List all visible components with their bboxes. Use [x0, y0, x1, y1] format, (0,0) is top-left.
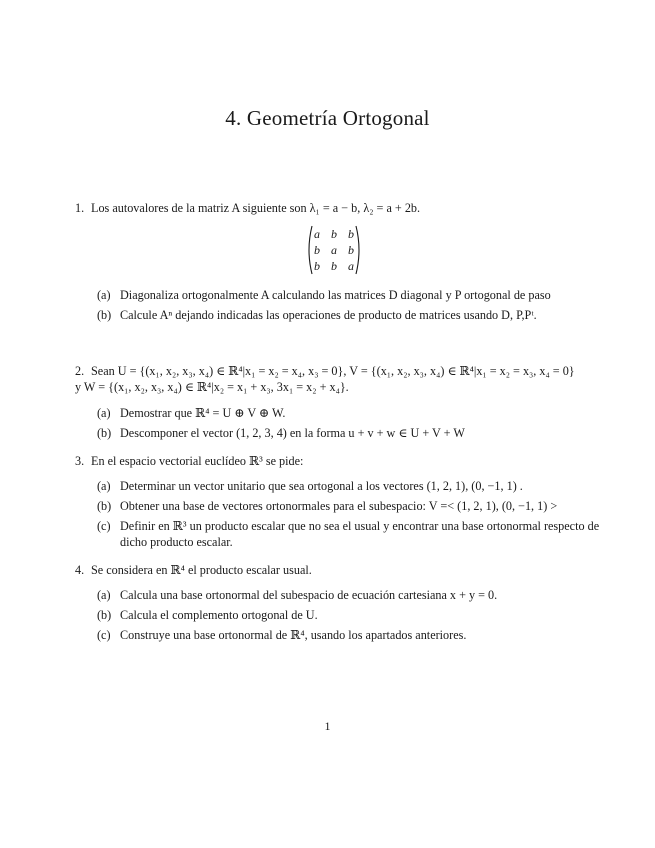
subitem — [97, 478, 607, 494]
subitem — [97, 307, 607, 323]
subitem-label: (c) — [97, 628, 111, 642]
problem-2 — [75, 363, 583, 395]
matrix-cell: b — [331, 227, 337, 241]
problem-number: 3. — [75, 454, 85, 468]
problem-text: Se considera en ℝ⁴ el producto escalar usual. — [91, 563, 312, 577]
subitem-text: Calcule Aⁿ dejando indicadas las operaciones de producto de matrices usando D, P,Pᵗ. — [120, 308, 537, 322]
subitem-text: Definir en ℝ³ un producto escalar que no sea el usual y encontrar una base ortonormal respecto de dicho producto escalar. — [120, 519, 600, 549]
problem-1 — [75, 200, 580, 216]
matrix-cell: a — [314, 227, 320, 241]
subitem-text: Obtener una base de vectores ortonormales para el subespacio: V =< (1, 2, 1), (0, −1, 1) > — [120, 499, 558, 513]
subitem — [97, 518, 607, 550]
subitem-text: Descomponer el vector (1, 2, 3, 4) en la forma u + v + w ∈ U + V + W — [120, 426, 465, 440]
problem-text: Sean U = {(x₁, x₂, x₃, x₄) ∈ ℝ⁴|x₁ = x₂ = x₄, x₃ = 0}, V = {(x₁, x₂, x₃, x₄) ∈ ℝ⁴|x₁ = x₂ = x₃, x₄ = 0} y W = {(x₁, x₂, x₃, x₄) ∈ ℝ⁴|x₂ = x₁ + x₃, 3x₁ = x₂ + x₄}. — [75, 364, 575, 394]
subitem-label: (a) — [97, 288, 111, 302]
subitem — [97, 405, 607, 421]
subitem-text: Calcula el complemento ortogonal de U. — [120, 608, 318, 622]
subitem-text: Diagonaliza ortogonalmente A calculando las matrices D diagonal y P ortogonal de paso — [120, 288, 551, 302]
page-title: 4. Geometría Ortogonal — [225, 106, 430, 130]
problem-number: 1. — [75, 201, 85, 215]
matrix-cell: a — [331, 243, 337, 257]
subitem — [97, 607, 607, 623]
matrix-cell: b — [314, 243, 320, 257]
subitem-text: Construye una base ortonormal de ℝ⁴, usando los apartados anteriores. — [120, 628, 467, 642]
subitem — [97, 498, 607, 514]
problem-1-subitems — [97, 287, 607, 327]
subitem-label: (b) — [97, 426, 112, 440]
page-number: 1 — [324, 719, 331, 733]
subitem — [97, 287, 607, 303]
matrix-cell: a — [348, 259, 354, 273]
problem-text: Los autovalores de la matriz A siguiente son λ₁ = a − b, λ₂ = a + 2b. — [91, 201, 421, 215]
matrix-cell: b — [348, 243, 354, 257]
subitem — [97, 425, 607, 441]
problem-number: 4. — [75, 563, 85, 577]
subitem — [97, 627, 607, 643]
matrix-cell: b — [331, 259, 337, 273]
problem-4 — [75, 562, 580, 578]
subitem-text: Calcula una base ortonormal del subespacio de ecuación cartesiana x + y = 0. — [120, 588, 498, 602]
subitem-label: (b) — [97, 608, 112, 622]
problem-number: 2. — [75, 364, 85, 378]
subitem-label: (c) — [97, 519, 111, 533]
matrix-row — [305, 226, 363, 242]
subitem-label: (a) — [97, 479, 111, 493]
problem-4-subitems — [97, 587, 607, 647]
subitem-label: (b) — [97, 308, 112, 322]
matrix-row — [305, 242, 363, 258]
problem-3-subitems — [97, 478, 607, 554]
subitem-label: (b) — [97, 499, 112, 513]
matrix-cell: b — [314, 259, 320, 273]
matrix-cell: b — [348, 227, 354, 241]
subitem-text: Demostrar que ℝ⁴ = U ⊕ V ⊕ W. — [120, 406, 286, 420]
matrix-row — [305, 258, 363, 274]
matrix-a — [305, 225, 363, 275]
problem-2-subitems — [97, 405, 607, 445]
problem-3 — [75, 453, 580, 469]
problem-text: En el espacio vectorial euclídeo ℝ³ se pide: — [91, 454, 304, 468]
subitem-label: (a) — [97, 588, 111, 602]
subitem-label: (a) — [97, 406, 111, 420]
subitem — [97, 587, 607, 603]
subitem-text: Determinar un vector unitario que sea ortogonal a los vectores (1, 2, 1), (0, −1, 1) . — [120, 479, 523, 493]
